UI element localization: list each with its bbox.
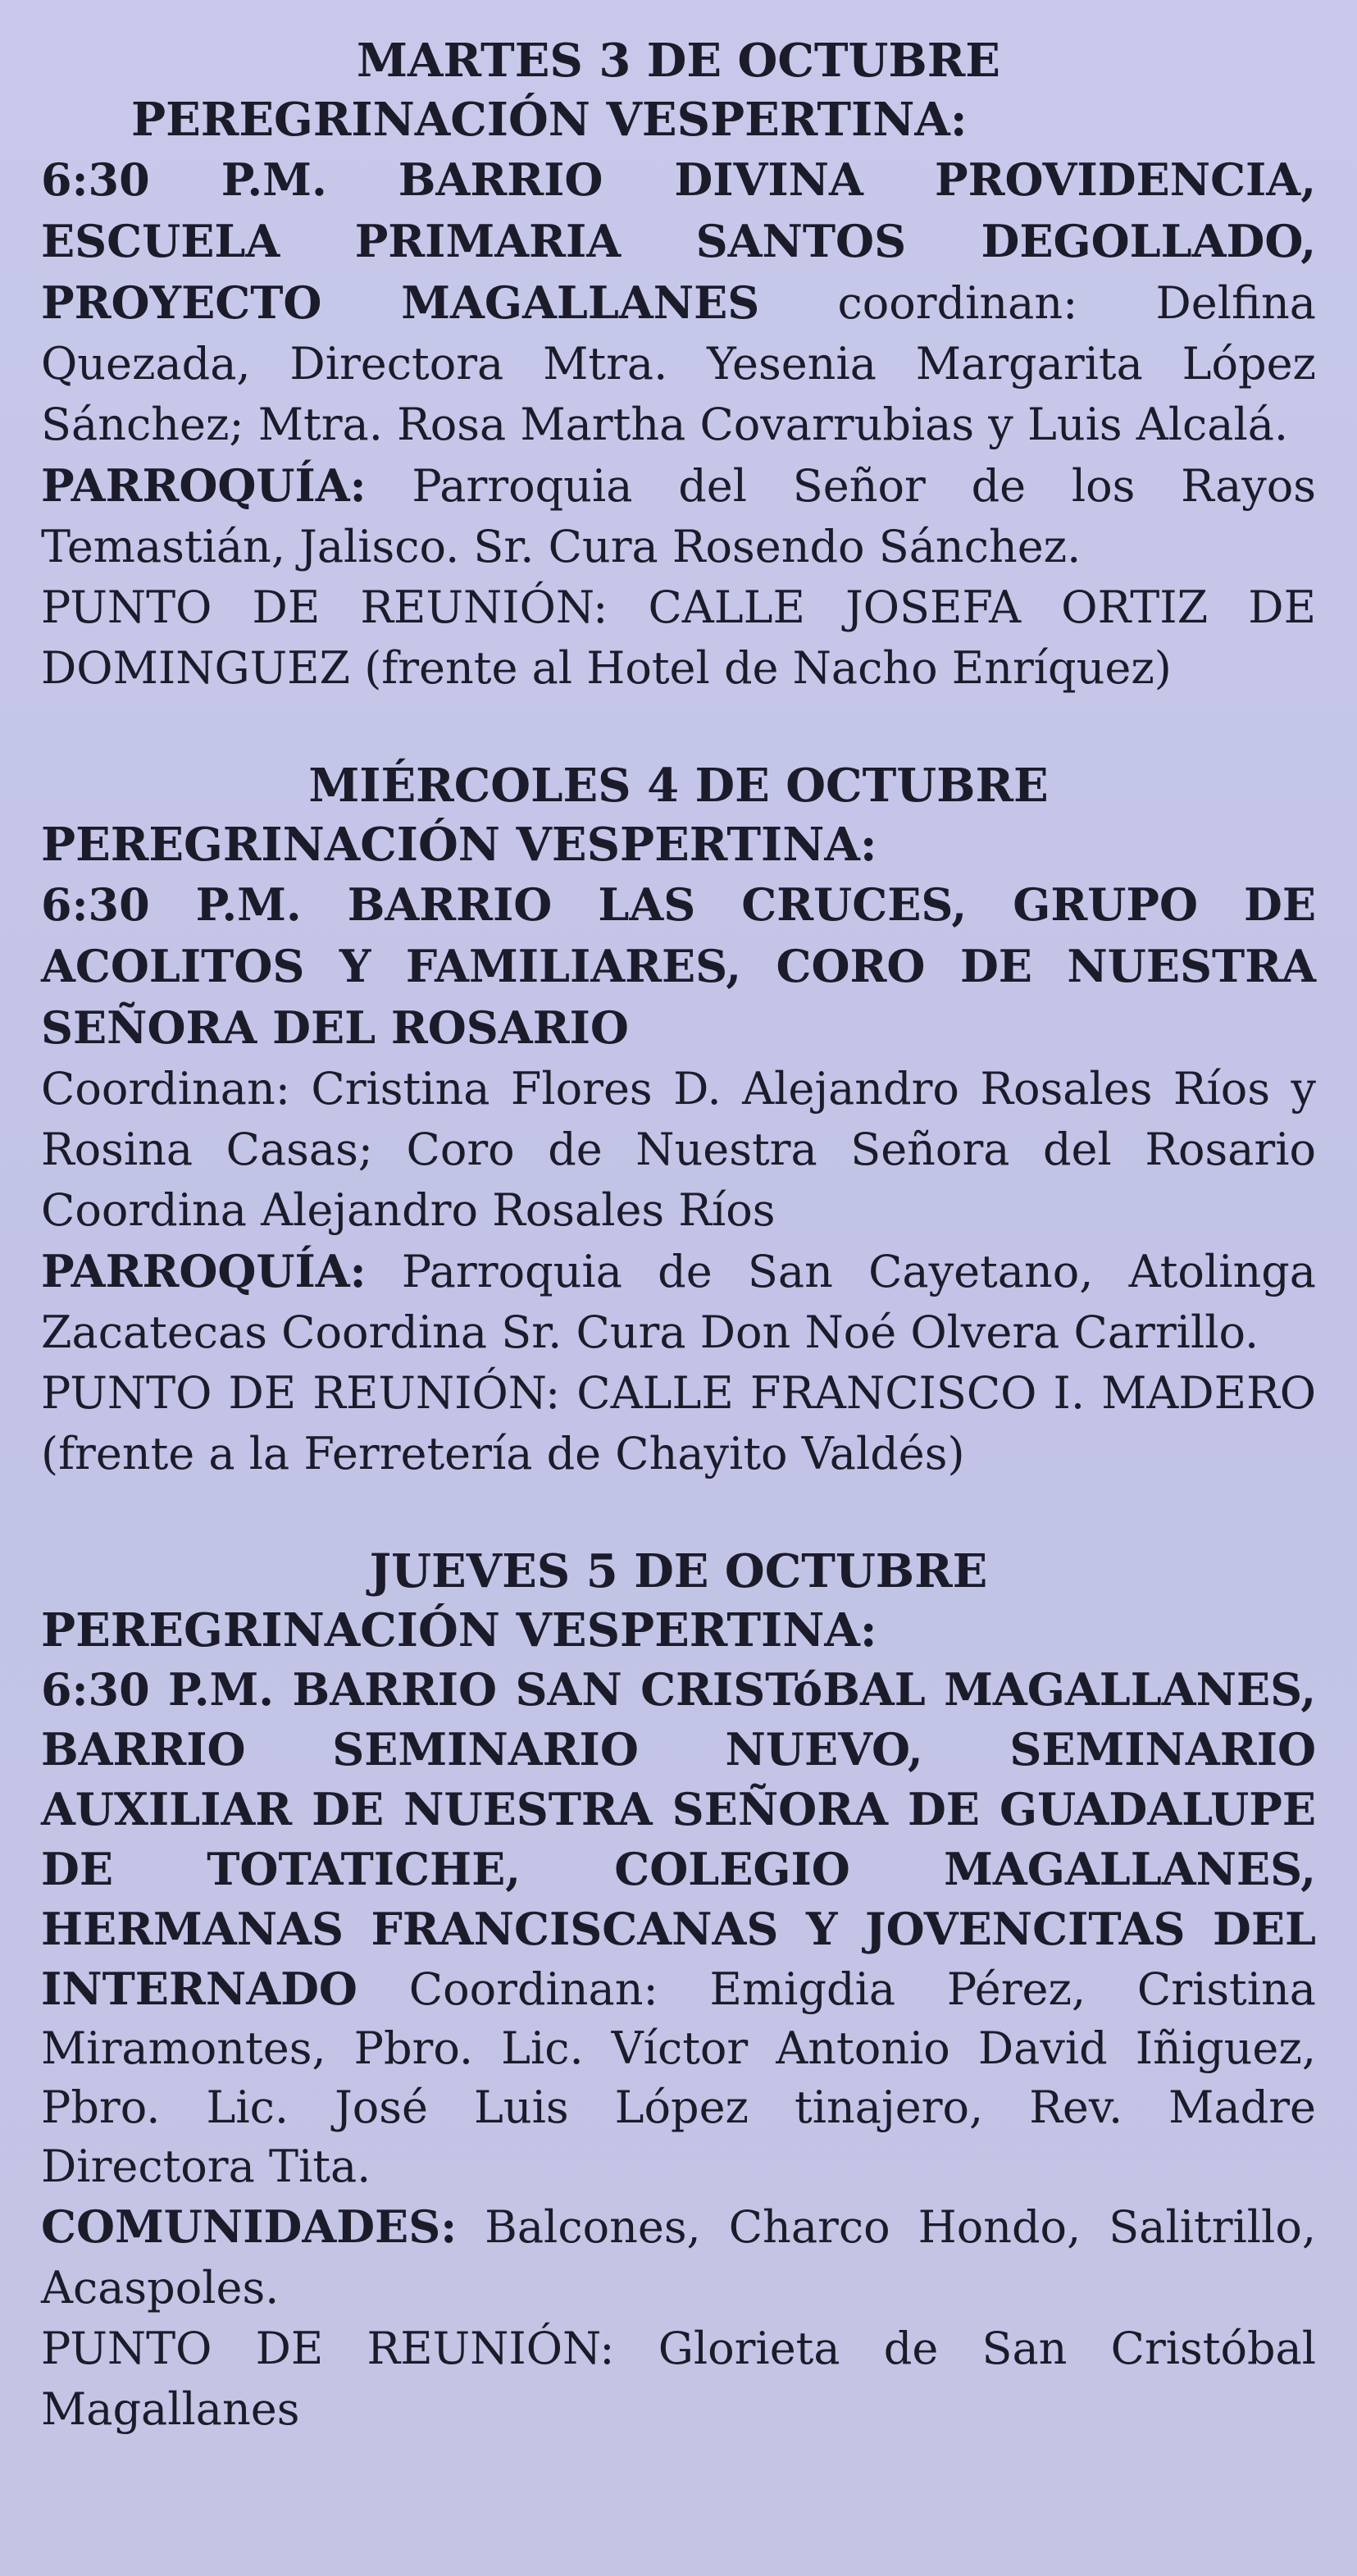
event-paragraph: [41, 874, 1316, 1059]
parish-paragraph: [41, 1241, 1316, 1363]
day-title: JUEVES 5 DE OCTUBRE: [369, 1544, 988, 1598]
coordinators-paragraph: Coordinan: Cristina Flores D. Alejandro Rosales Ríos y Rosina Casas; Coro de Nuestra Señora del Rosario Coordina Alejandro Rosales Ríos: [41, 1063, 1316, 1236]
section-subtitle: PEREGRINACIÓN VESPERTINA:: [41, 1603, 877, 1657]
section-subtitle: PEREGRINACIÓN VESPERTINA:: [41, 818, 877, 872]
communities-label: COMUNIDADES:: [41, 2200, 458, 2253]
meeting-point: PUNTO DE REUNIÓN: Glorieta de San Cristóbal Magallanes: [41, 2323, 1316, 2435]
meeting-point: PUNTO DE REUNIÓN: CALLE JOSEFA ORTIZ DE DOMINGUEZ (frente al Hotel de Nacho Enríquez): [41, 581, 1316, 694]
parish-paragraph: [41, 455, 1316, 577]
day-title: MIÉRCOLES 4 DE OCTUBRE: [308, 759, 1049, 813]
section-subtitle: PEREGRINACIÓN VESPERTINA:: [131, 93, 968, 147]
event-title: 6:30 P.M. BARRIO DIVINA PROVIDENCIA, ESCUELA PRIMARIA SANTOS DEGOLLADO, PROYECTO MAGALLANES: [41, 153, 1316, 329]
event-coordinators: Coordinan: Emigdia Pérez, Cristina Miramontes, Pbro. Lic. Víctor Antonio David Iñiguez, Pbro. Lic. José Luis López tinajero, Rev. Madre Directora Tita.: [41, 1963, 1316, 2192]
day-title: MARTES 3 DE OCTUBRE: [357, 34, 1000, 88]
event-title: 6:30 P.M. BARRIO SAN CRISTóBAL MAGALLANES, BARRIO SEMINARIO NUEVO, SEMINARIO AUXILIAR DE NUESTRA SEÑORA DE GUADALUPE DE TOTATICHE, COLEGIO MAGALLANES, HERMANAS FRANCISCANAS Y JOVENCITAS DEL INTERNADO: [41, 1663, 1316, 2015]
communities-text: Balcones, Charco Hondo, Salitrillo, Acaspoles.: [41, 2201, 1316, 2314]
parish-label: PARROQUÍA:: [41, 1245, 367, 1297]
section-miercoles: [41, 756, 1316, 1484]
section-jueves: [41, 1542, 1316, 2440]
meeting-point: PUNTO DE REUNIÓN: CALLE FRANCISCO I. MADERO (frente a la Ferretería de Chayito Valdés): [41, 1367, 1316, 1479]
parish-text: Parroquia de San Cayetano, Atolinga Zacatecas Coordina Sr. Cura Don Noé Olvera Carrillo.: [41, 1246, 1316, 1358]
section-martes: [41, 31, 1316, 699]
event-paragraph: [41, 149, 1316, 455]
event-coordinators: coordinan: Delfina Quezada, Directora Mtra. Yesenia Margarita López Sánchez; Mtra. Rosa Martha Covarrubias y Luis Alcalá.: [41, 277, 1316, 450]
parish-text: Parroquia del Señor de los Rayos Temastián, Jalisco. Sr. Cura Rosendo Sánchez.: [41, 460, 1316, 572]
communities-paragraph: [41, 2196, 1316, 2318]
parish-label: PARROQUÍA:: [41, 459, 367, 512]
event-title: 6:30 P.M. BARRIO LAS CRUCES, GRUPO DE ACOLITOS Y FAMILIARES, CORO DE NUESTRA SEÑORA DEL ROSARIO: [41, 878, 1316, 1054]
event-paragraph: [41, 1660, 1316, 2196]
